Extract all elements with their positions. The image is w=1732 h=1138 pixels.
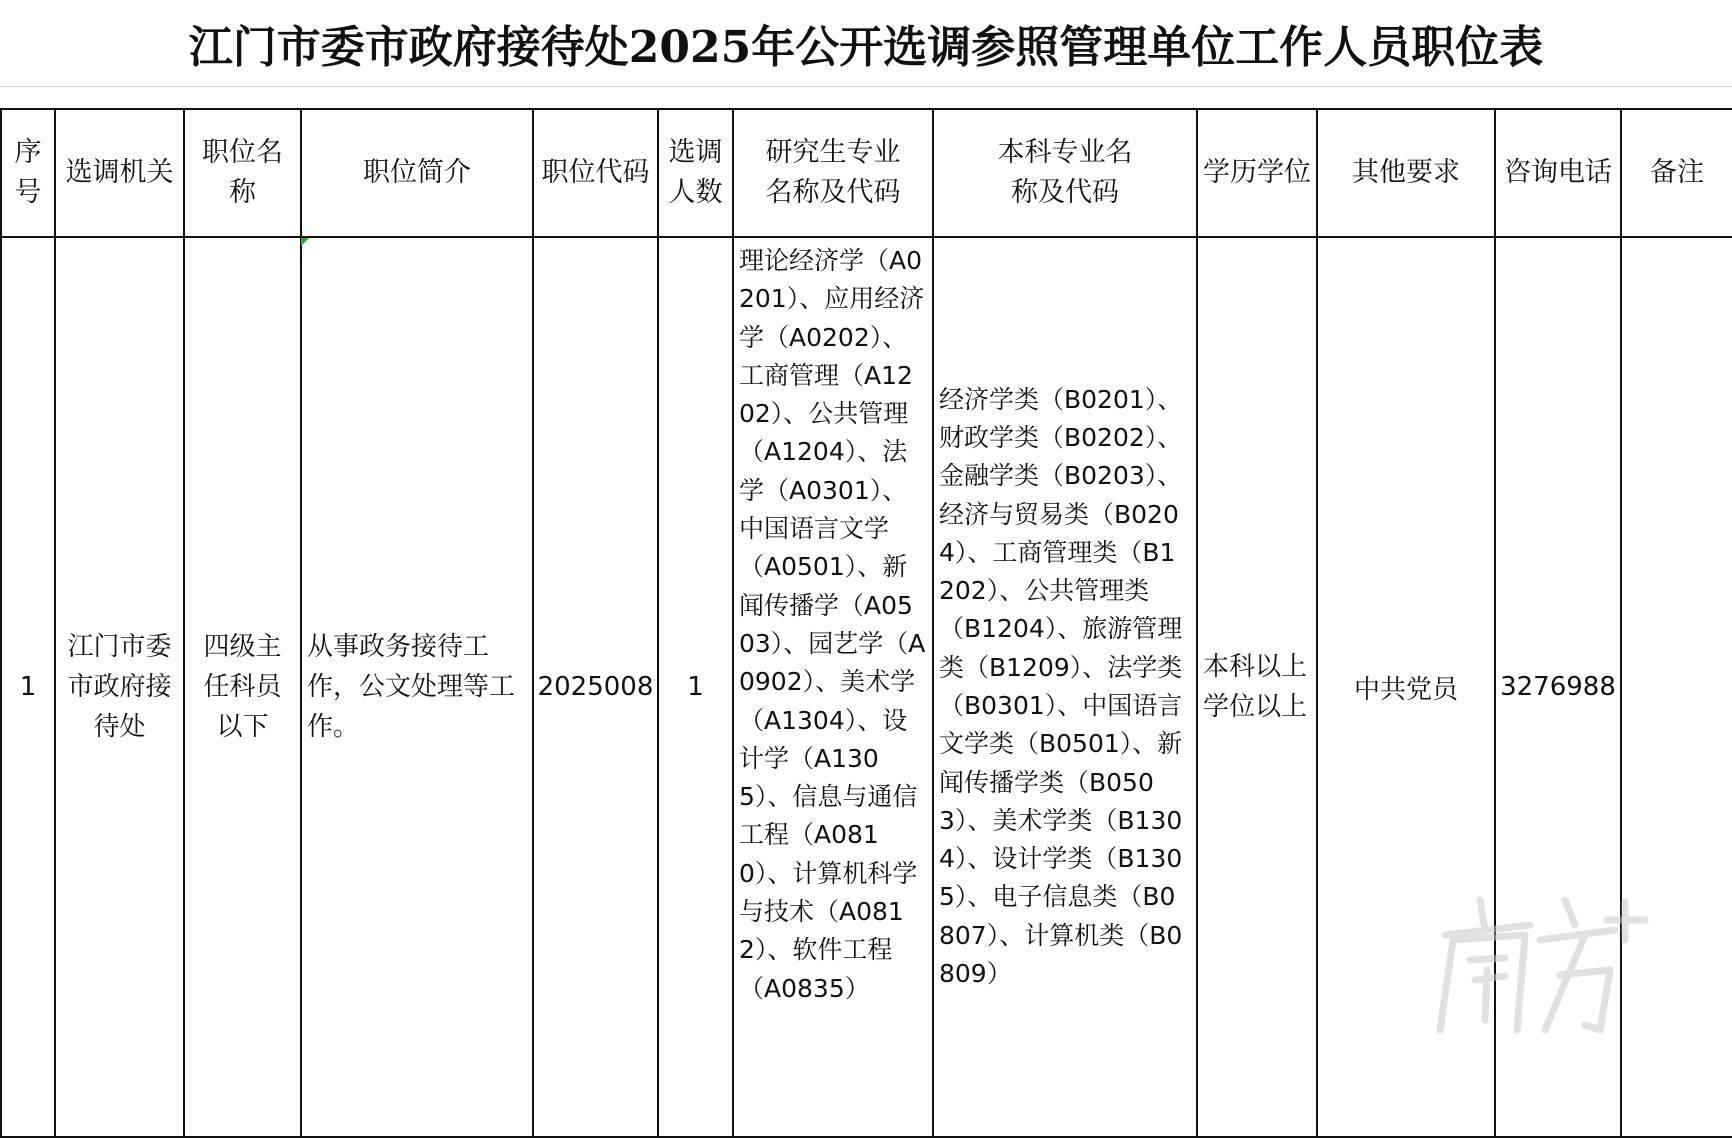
- header-position-name: 职位名称: [184, 109, 301, 237]
- cell-degree: 本科以上学位以上: [1197, 237, 1317, 1137]
- header-degree: 学历学位: [1197, 109, 1317, 237]
- header-remarks: 备注: [1621, 109, 1732, 237]
- cell-other-req: 中共党员: [1317, 237, 1495, 1137]
- cell-seq: 1: [1, 237, 55, 1137]
- cell-position-name: 四级主任科员以下: [184, 237, 301, 1137]
- spreadsheet-blank-row: [0, 86, 1732, 109]
- header-position-code: 职位代码: [533, 109, 658, 237]
- cell-position-desc: 从事政务接待工作，公文处理等工作。: [301, 237, 533, 1137]
- cell-grad-major: 理论经济学（A0201）、应用经济学（A0202）、工商管理（A1202）、公共管理（A1204）、法学（A0301）、中国语言文学（A0501）、新闻传播学（A0503）、园艺学（A0902）、美术学（A1304）、设计学（A1305）、信息与通信工程（A0810）、计算机科学与技术（A0812）、软件工程（A0835）: [733, 237, 933, 1137]
- cell-headcount: 1: [658, 237, 733, 1137]
- header-grad-major: 研究生专业名称及代码: [733, 109, 933, 237]
- cell-ug-major: 经济学类（B0201）、财政学类（B0202）、金融学类（B0203）、经济与贸易类（B0204）、工商管理类（B1202）、公共管理类（B1204）、旅游管理类（B1209）、法学类（B0301）、中国语言文学类（B0501）、新闻传播学类（B0503）、美术学类（B1304）、设计学类（B1305）、电子信息类（B0807）、计算机类（B0809）: [933, 237, 1197, 1137]
- cell-position-code: 2025008: [533, 237, 658, 1137]
- header-phone: 咨询电话: [1495, 109, 1621, 237]
- page-title: 江门市委市政府接待处2025年公开选调参照管理单位工作人员职位表: [188, 22, 1544, 73]
- position-table: [0, 108, 1732, 1138]
- cell-phone: 3276988: [1495, 237, 1621, 1137]
- header-position-desc: 职位简介: [301, 109, 533, 237]
- header-other-req: 其他要求: [1317, 109, 1495, 237]
- table-row: [1, 237, 1732, 1137]
- header-headcount: 选调人数: [658, 109, 733, 237]
- header-ug-major: 本科专业名称及代码: [933, 109, 1197, 237]
- cell-remarks: [1621, 237, 1732, 1137]
- header-seq: 序号: [1, 109, 55, 237]
- cell-agency: 江门市委市政府接待处: [55, 237, 184, 1137]
- cell-comment-marker: [301, 238, 309, 246]
- header-agency: 选调机关: [55, 109, 184, 237]
- header-row: [1, 109, 1732, 237]
